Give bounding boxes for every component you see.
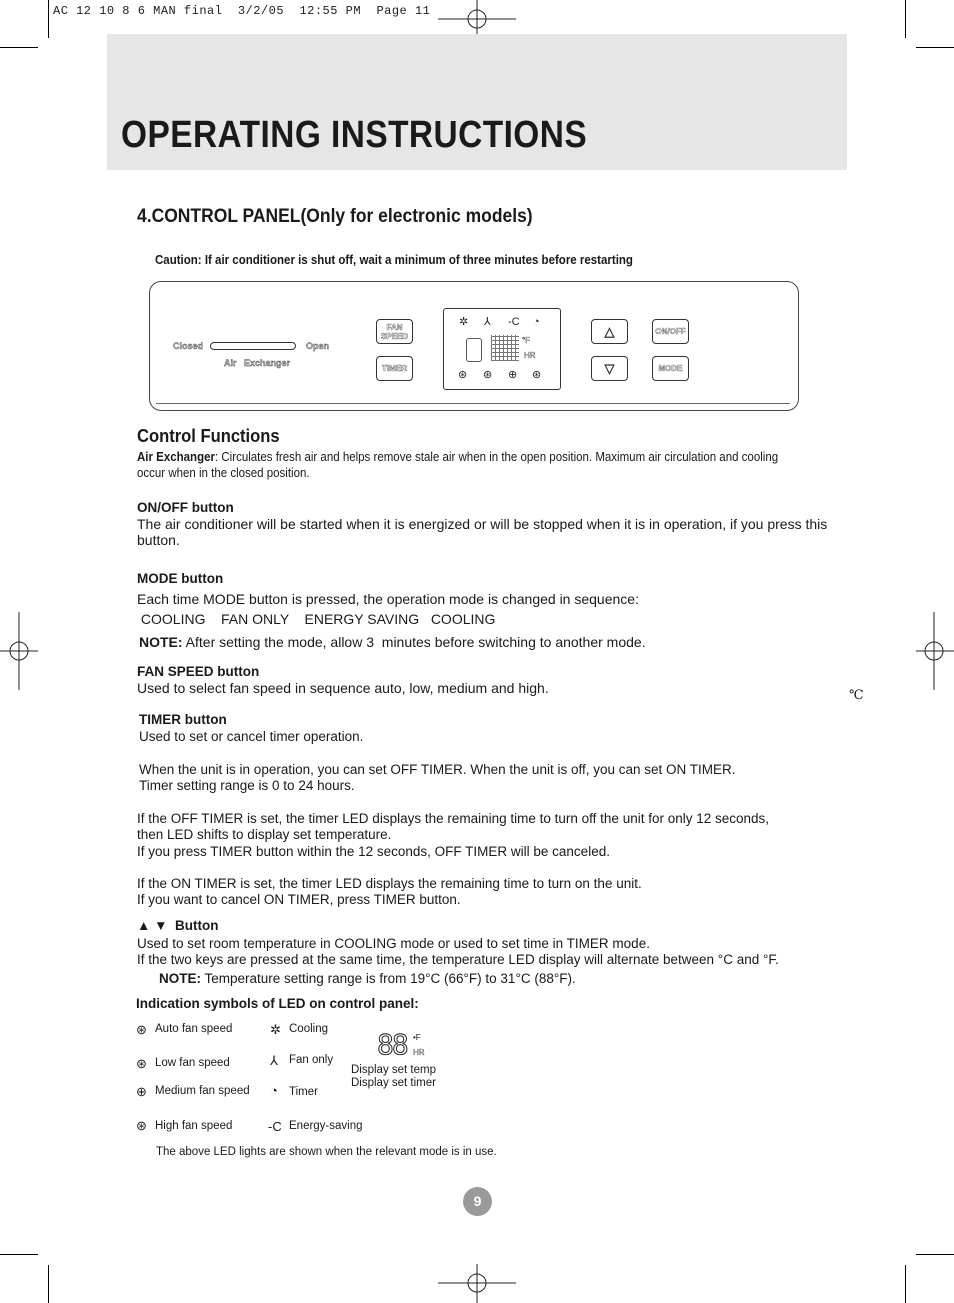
temp-up-button[interactable]: △ [591, 319, 628, 344]
led-digit-grid [491, 335, 519, 361]
led-deg-f-sample: •F [413, 1033, 421, 1042]
control-functions-title: Control Functions [137, 426, 280, 446]
off-timer-line-1: If the OFF TIMER is set, the timer LED displays the remaining time to turn off the unit for only 12 seconds, [137, 811, 770, 826]
print-slug: AC 12 10 8 6 MAN final 3/2/05 12:55 PM Page 11 [53, 4, 431, 18]
mode-note-text: After setting the mode, allow 3 minutes before switching to another mode. [182, 634, 646, 650]
page-number: 9 [463, 1187, 492, 1216]
mode-note [139, 634, 646, 650]
mode-heading: MODE button [137, 571, 224, 586]
display-timer-label: Display set timer [351, 1077, 436, 1089]
timer-onoff-line-2: Timer setting range is 0 to 24 hours. [139, 778, 355, 793]
updown-heading [137, 918, 218, 933]
on-off-button[interactable]: ON/OFF [652, 319, 689, 344]
led-hr-sample: HR [413, 1048, 425, 1057]
low-fan-speed-label: Low fan speed [155, 1057, 230, 1069]
auto-fan-speed-label: Auto fan speed [155, 1023, 233, 1035]
led-footnote: The above LED lights are shown when the relevant mode is in use. [156, 1146, 497, 1158]
onoff-text: The air conditioner will be started when it is energized or will be stopped when it is in operation, if you press this button. [137, 516, 828, 548]
timer-legend-icon: ◔ [270, 1083, 278, 1098]
updown-note-label: NOTE: [159, 971, 201, 986]
led-digits-sample: 88 [377, 1028, 407, 1061]
caution-text: Caution: If air conditioner is shut off, wait a minimum of three minutes before restarting [155, 253, 633, 267]
timer-onoff-line-1: When the unit is in operation, you can set OFF TIMER. When the unit is off, you can set ON TIMER. [139, 762, 736, 777]
mode-button[interactable]: MODE [652, 356, 689, 381]
updown-line-2: If the two keys are pressed at the same time, the temperature LED display will alternate between °C and °F. [137, 952, 779, 967]
off-timer-line-3: If you press TIMER button within the 12 seconds, OFF TIMER will be canceled. [137, 844, 610, 859]
air-exchanger-text: : Circulates fresh air and helps remove stale air when in the open position. Maximum air circulation and cooling occur when in the closed position. [137, 450, 779, 480]
timer-legend-label: Timer [289, 1086, 318, 1098]
air-exchanger-closed-label: Closed [173, 341, 204, 351]
fan-only-legend-icon: ⅄ [270, 1053, 278, 1068]
off-timer-line-2: then LED shifts to display set temperature. [137, 827, 392, 842]
cooling-legend-label: Cooling [289, 1023, 328, 1035]
timer-text: Used to set or cancel timer operation. [139, 729, 364, 744]
air-exchanger-term: Air Exchanger [137, 450, 215, 464]
air-exchanger-label: Air Exchanger [224, 358, 291, 368]
high-fan-speed-icon: ⊛ [136, 1118, 147, 1133]
fan-speed-button[interactable] [376, 319, 413, 344]
fan-speed-label-2: SPEED [380, 331, 409, 341]
timer-heading: TIMER button [139, 712, 227, 727]
temp-down-button[interactable]: ▽ [591, 356, 628, 381]
mode-note-label: NOTE: [139, 634, 183, 650]
page-title: OPERATING INSTRUCTIONS [121, 114, 588, 156]
medium-fan-speed-label: Medium fan speed [155, 1085, 250, 1097]
mode-text: Each time MODE button is pressed, the operation mode is changed in sequence: [137, 591, 639, 607]
led-unit-f: °F [522, 336, 531, 345]
led-unit-hr: HR [524, 351, 536, 360]
timer-button[interactable]: TIMER [376, 356, 413, 381]
auto-fan-speed-icon: ⊛ [136, 1022, 147, 1037]
updown-note-text: Temperature setting range is from 19°C (66°F) to 31°C (88°F). [201, 971, 576, 986]
timer-icon: ◔ [533, 316, 540, 328]
high-fan-speed-label: High fan speed [155, 1120, 233, 1132]
updown-line-1: Used to set room temperature in COOLING mode or used to set time in TIMER mode. [137, 936, 650, 951]
updown-arrows-icon: ▲ ▼ [137, 918, 168, 933]
on-timer-line-2: If you want to cancel ON TIMER, press TIMER button. [137, 892, 461, 907]
cooling-icon: ✲ [459, 316, 469, 328]
display-temp-label: Display set temp [351, 1064, 437, 1076]
air-exchanger-description [137, 449, 781, 481]
indication-heading: Indication symbols of LED on control panel: [136, 996, 419, 1011]
fan-only-icon: ⅄ [484, 316, 491, 328]
air-exchanger-slider[interactable] [210, 342, 296, 350]
energy-saving-legend-label: Energy-saving [289, 1120, 363, 1132]
panel-bottom-line [156, 403, 790, 404]
low-fan-icon: ⊛ [483, 369, 493, 381]
energy-saving-icon: -C [508, 316, 520, 328]
mode-sequence: COOLING FAN ONLY ENERGY SAVING COOLING [137, 611, 496, 627]
updown-note [159, 971, 576, 987]
high-fan-icon: ⊛ [532, 369, 542, 381]
updown-heading-label: Button [175, 918, 219, 933]
cooling-legend-icon: ✲ [270, 1022, 281, 1037]
fan-speed-text: Used to select fan speed in sequence auto, low, medium and high. [137, 680, 549, 696]
section-title: 4.CONTROL PANEL(Only for electronic models) [137, 206, 533, 227]
low-fan-speed-icon: ⊛ [136, 1056, 147, 1071]
fan-speed-label-1: FAN [386, 322, 403, 332]
onoff-heading: ON/OFF button [137, 500, 234, 515]
fan-speed-heading: FAN SPEED button [137, 664, 260, 679]
medium-fan-icon: ⊕ [508, 369, 518, 381]
auto-fan-icon: ⊛ [458, 369, 468, 381]
celsius-mark: ℃ [849, 688, 864, 703]
led-digit [466, 338, 482, 362]
on-timer-line-1: If the ON TIMER is set, the timer LED displays the remaining time to turn on the unit. [137, 876, 642, 891]
air-exchanger-open-label: Open [306, 341, 330, 351]
medium-fan-speed-icon: ⊕ [136, 1084, 147, 1099]
energy-saving-legend-icon: -C [268, 1119, 282, 1134]
fan-only-legend-label: Fan only [289, 1054, 334, 1066]
